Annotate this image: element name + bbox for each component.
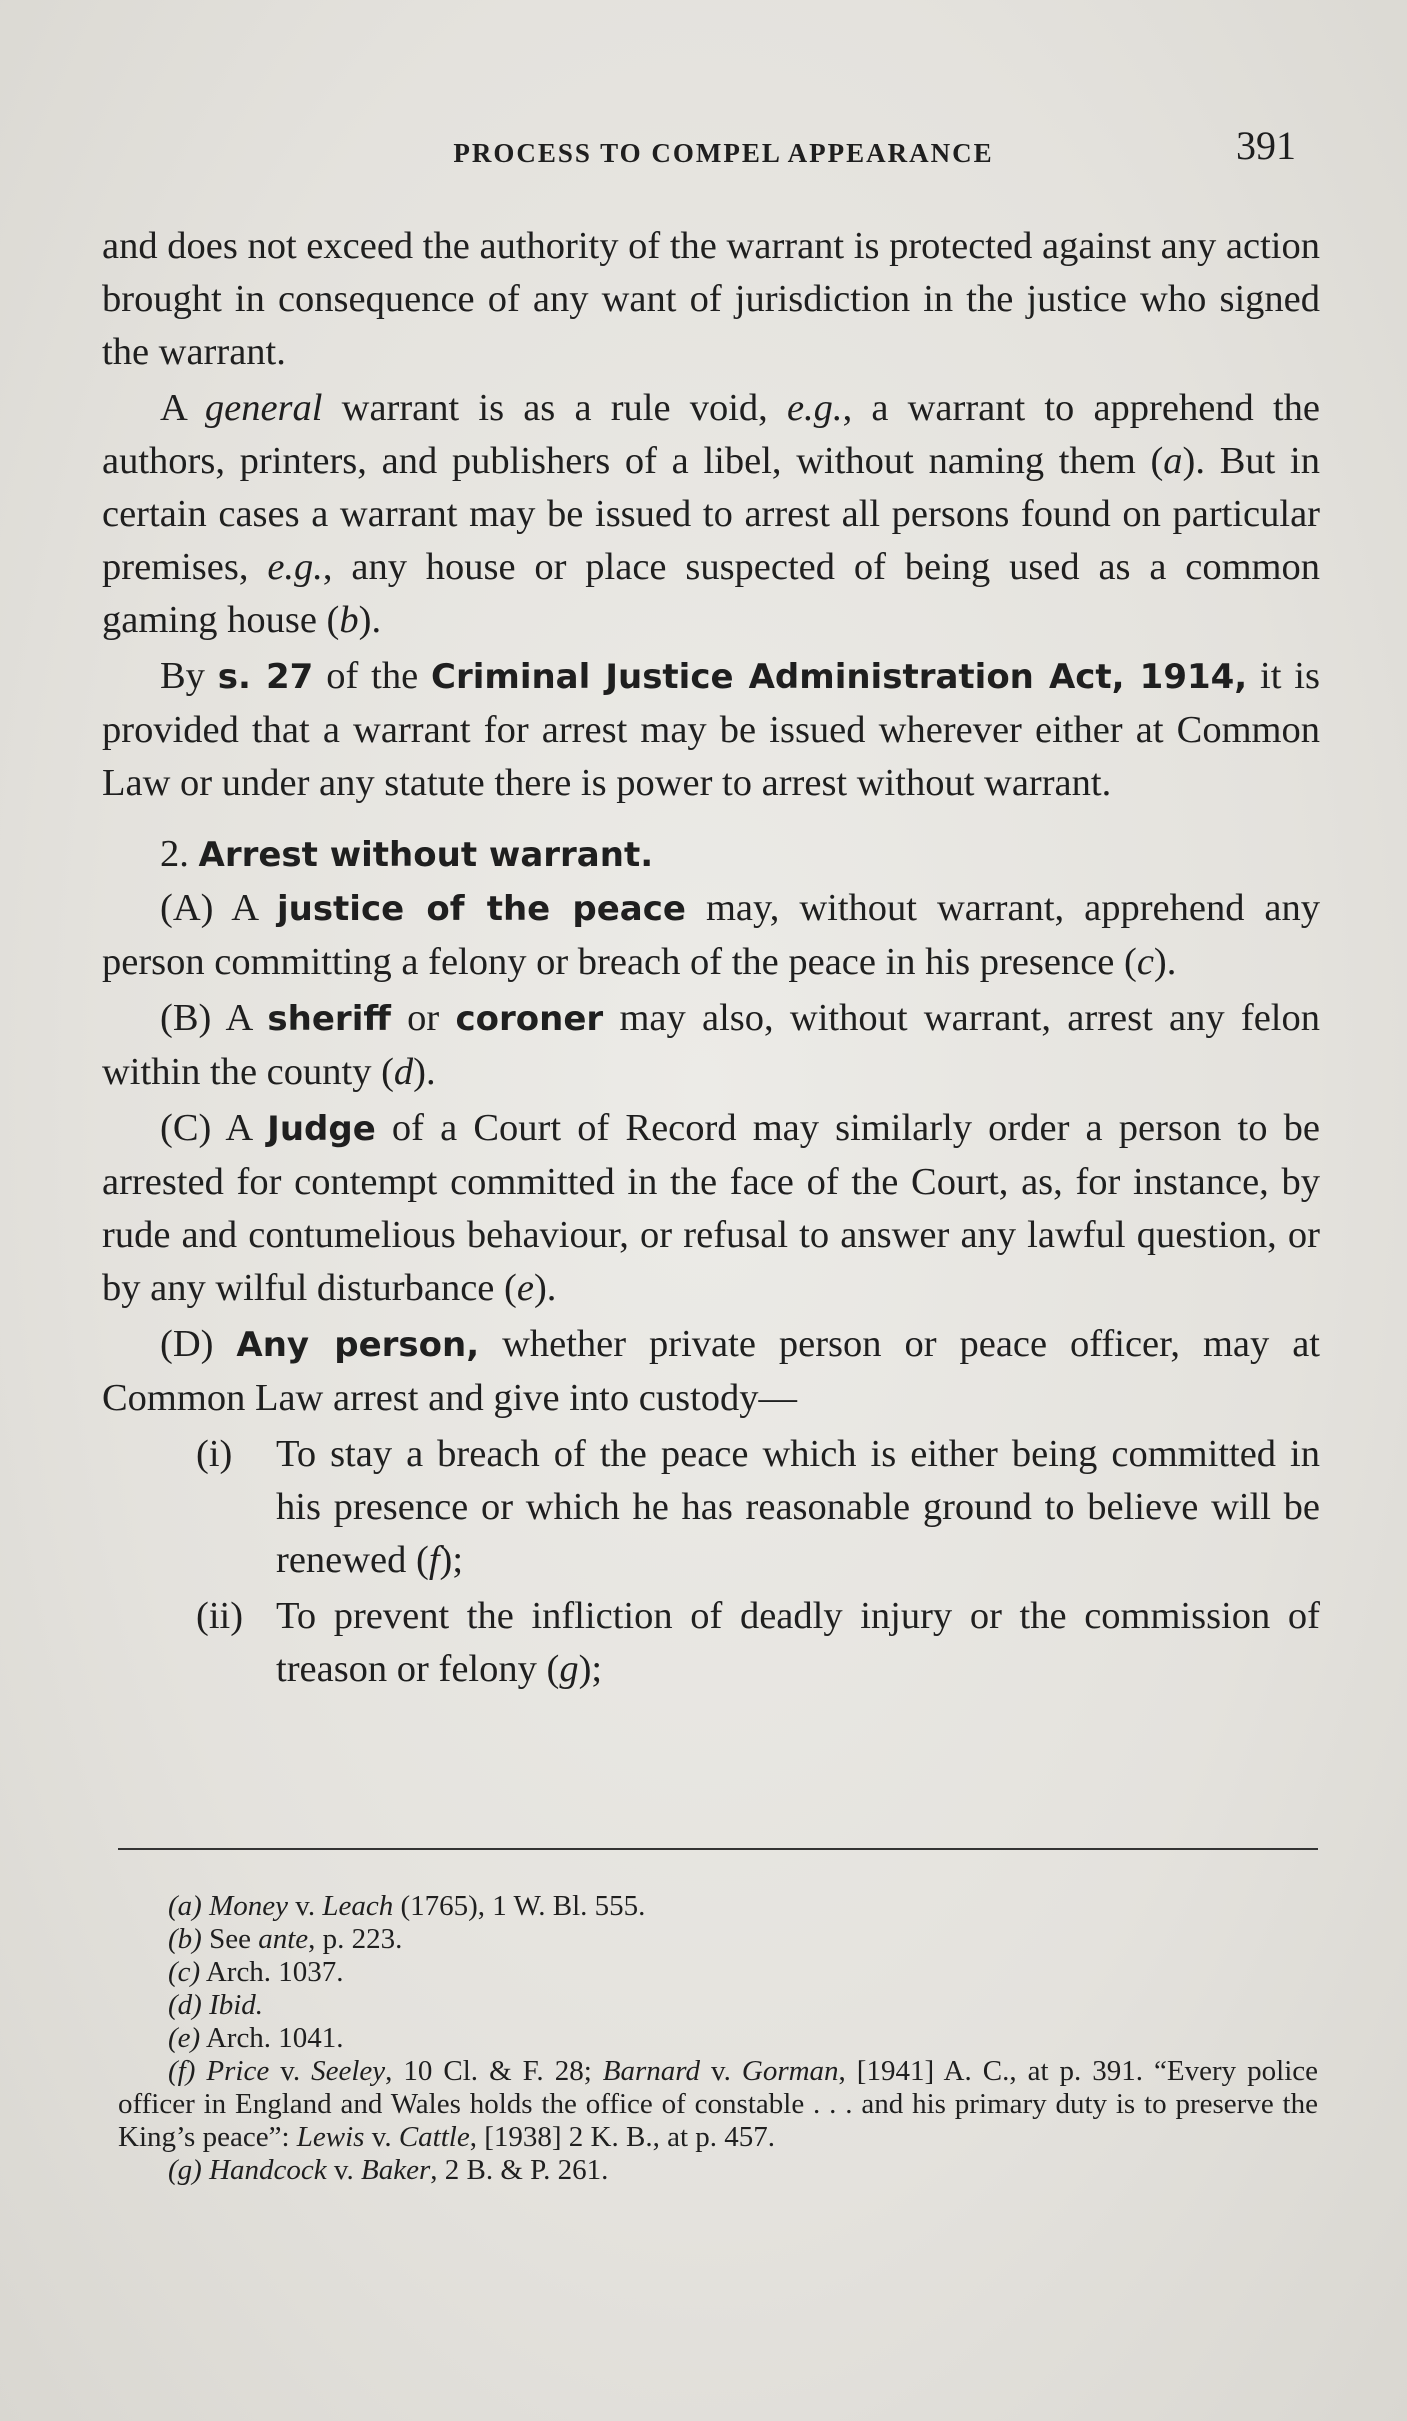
clause-label: (D) [160,1323,237,1365]
emphasis-eg: e.g. [786,387,843,429]
case-name: Leach [322,1890,394,1922]
text-run: ). [533,1267,557,1309]
section-heading [160,828,1320,882]
text-run: v. [699,2055,742,2087]
paragraph-protection [102,220,1320,379]
list-item [102,1590,1320,1696]
footnote-label: (f) [168,2055,196,2087]
text-run: v. [364,2121,399,2153]
text-run: ). But in certain cases a warrant may be issued to arrest all persons found on particular premises, [102,440,1320,588]
clause-label: (A) A [160,887,277,929]
footnote-ref-b: b [339,599,359,641]
clause-b [102,992,1320,1099]
bold-term: justice of the peace [276,889,686,929]
citation: (1765), 1 W. Bl. 555. [393,1890,646,1922]
clause-d [102,1318,1320,1425]
emphasis-ante: ante [258,1923,309,1955]
footnote-ref-c: c [1136,941,1154,983]
text-run: v. [326,2154,362,2186]
page-number: 391 [1236,123,1296,168]
text-run: ). [358,599,382,641]
case-name: Barnard [602,2055,700,2087]
citation: Arch. 1037. [200,1956,344,1988]
clause-text: of a Court of Record may similarly order a person to be arrested for contempt committed in the face of the Court, as, for instance, by rude and contumelious behaviour, or refusal to answer any lawful question, or by any wilful disturbance ( [102,1107,1320,1309]
footnote-label: (c) [168,1956,201,1988]
footnotes [118,1890,1318,2187]
text-run: ). [413,1051,436,1093]
paragraph-text: and does not exceed the authority of the warrant is protected against any action brought in consequence of any want of jurisdiction in the justice who signed the warrant. [102,225,1320,373]
list-number: (i) [196,1433,233,1475]
list-text: To stay a breach of the peace which is either being committed in his presence or which he has reasonable ground to believe will be renewed ( [276,1433,1320,1581]
footnote-a [118,1890,1318,1923]
footnote-label: (d) [168,1989,202,2021]
clause-text: may, without warrant, apprehend any person committing a felony or breach of the peace in his presence ( [102,887,1321,983]
section-number: 2. [160,833,189,875]
text-run: it is provided that a warrant for arrest may be issued wherever either at Common Law or under any statute there is power to arrest without warrant. [102,655,1320,804]
case-name: Money [209,1890,288,1922]
clause-label: (C) A [160,1107,268,1149]
footnote-label: (e) [168,2022,201,2054]
case-name: Baker [361,2154,431,2186]
case-name: Seeley [311,2055,386,2087]
list-item [102,1428,1320,1587]
text-run: v. [269,2055,312,2087]
footnote-f [118,2055,1318,2154]
list-text: To prevent the infliction of deadly injury or the commission of treason or felony ( [276,1595,1320,1690]
footnote-g [118,2154,1318,2187]
text-run: ); [578,1648,603,1690]
citation: , [1938] 2 K. B., at p. 457. [469,2121,775,2153]
footnote-divider [118,1848,1318,1850]
section-reference: s. 27 [217,657,314,697]
footnote-c [118,1956,1318,1989]
clause-text: may also, without warrant, arrest any felon within the county ( [102,997,1320,1093]
text-run: , any house or place suspected of being used as a common gaming house ( [102,546,1321,641]
emphasis-general: general [204,387,323,429]
footnote-label: (a) [168,1890,202,1922]
citation: Arch. 1041. [200,2022,344,2054]
act-name: Criminal Justice Administration Act, 1914, [431,657,1248,697]
citation: , p. 223. [308,1923,403,1955]
footnote-ref-a: a [1163,440,1183,482]
footnote-ref-d: d [393,1051,414,1093]
clause-c [102,1102,1320,1315]
emphasis-eg: e.g. [267,546,323,588]
footnote-ref-e: e [516,1267,534,1309]
text-run: or [390,997,456,1039]
footnote-label: (g) [168,2154,202,2186]
case-name: Price [206,2055,270,2087]
citation: , [1941] A. C., at p. 391. “Every police officer in England and Wales holds the office of constable . . . and his primary duty is to preserve the King’s peace”: [118,2055,1319,2153]
text-run: ). [1153,941,1177,983]
case-name: Handcock [209,2154,327,2186]
footnote-d [118,1989,1318,2022]
section-title: Arrest without warrant. [198,835,654,875]
running-header: PROCESS TO COMPEL APPEARANCE [453,138,994,168]
footnote-ref-g: g [559,1648,579,1690]
bold-term: coroner [455,999,604,1039]
text-run: See [201,1923,259,1955]
citation: , 2 B. & P. 261. [430,2154,609,2186]
text-run: warrant is as a rule void, [322,387,787,429]
case-name: Lewis [296,2121,365,2153]
footnote-ref-f: f [428,1539,440,1581]
paragraph-general-warrant [102,382,1320,647]
emphasis-ibid: Ibid. [209,1989,264,2021]
footnote-b [118,1923,1318,1956]
text-run: ); [439,1539,464,1581]
footnote-label: (b) [168,1923,202,1955]
list-number: (ii) [196,1595,244,1637]
body-text [102,220,1320,1699]
text-run: v. [287,1890,323,1922]
clause-text: whether private person or peace officer, may at Common Law arrest and give into custody— [102,1323,1320,1419]
footnote-e [118,2022,1318,2055]
bold-term: Any person, [236,1325,480,1365]
clause-a [102,882,1320,989]
citation: , 10 Cl. & F. 28; [385,2055,603,2087]
paragraph-statute [102,650,1320,810]
clause-label: (B) A [160,997,268,1039]
case-name: Gorman [741,2055,839,2087]
text-run: of the [313,655,432,697]
bold-term: sheriff [267,999,391,1039]
bold-term: Judge [267,1109,376,1149]
text-run: A [160,387,205,429]
case-name: Cattle [398,2121,470,2153]
text-run: By [160,655,218,697]
text-run: , a warrant to apprehend the authors, printers, and publishers of a libel, without naming them ( [102,387,1320,482]
